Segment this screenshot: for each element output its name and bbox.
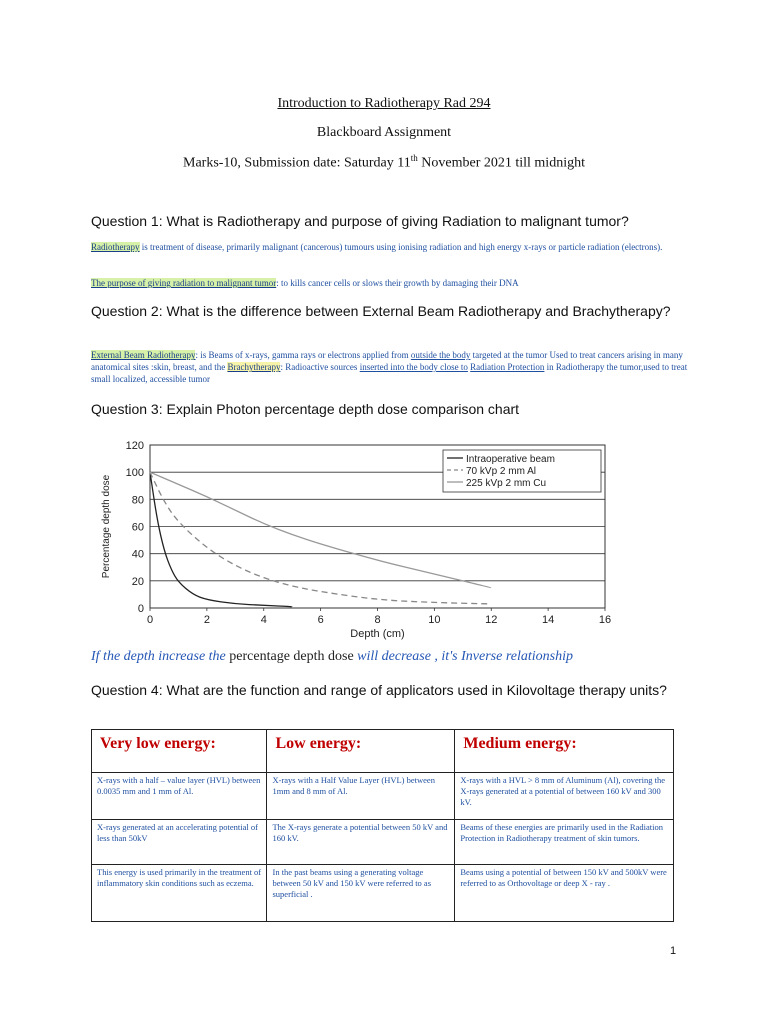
x-tick-label: 16	[598, 614, 612, 626]
table-header-cell: Low energy:	[267, 730, 455, 773]
answer-1-purpose: The purpose of giving radiation to malignant tumor: to kills cancer cells or slows their growth by damaging their DNA	[91, 278, 519, 288]
y-tick-label: 80	[131, 494, 144, 507]
table-cell: In the past beams using a generating voltage between 50 kV and 150 kV were referred to as superficial .	[267, 865, 455, 922]
document-subtitle: Blackboard Assignment	[316, 125, 452, 140]
y-axis-label: Percentage depth dose	[101, 474, 112, 579]
x-tick-label: 12	[485, 614, 498, 626]
question-4: Question 4: What are the function and range of applicators used in Kilovoltage therapy units?	[91, 682, 667, 698]
x-tick-label: 10	[428, 614, 441, 626]
question-1: Question 1: What is Radiotherapy and purpose of giving Radiation to malignant tumor?	[91, 213, 629, 229]
table-cell: X-rays with a HVL > 8 mm of Aluminum (Al), covering the X-rays generated at a potential of between 160 kV and 300 kV.	[455, 773, 674, 820]
pdd-comparison-chart	[95, 433, 630, 643]
x-tick-label: 8	[374, 614, 381, 626]
table-cell: X-rays generated at an accelerating potential of less than 50kV	[92, 820, 267, 865]
chart-interpretation: If the depth increase the percentage depth dose will decrease , it's Inverse relationship	[91, 649, 573, 664]
table-row	[92, 773, 674, 820]
legend-label: 225 kVp 2 mm Cu	[466, 478, 547, 489]
y-tick-label: 20	[131, 575, 144, 588]
table-cell: The X-rays generate a potential between 50 kV and 160 kV.	[267, 820, 455, 865]
energy-table	[91, 729, 674, 922]
table-cell: Beams of these energies are primarily used in the Radiation Protection in Radiotherapy treatment of skin tumors.	[455, 820, 674, 865]
legend-label: 70 kVp 2 mm Al	[466, 466, 537, 477]
table-cell: This energy is used primarily in the treatment of inflammatory skin conditions such as eczema.	[92, 865, 267, 922]
marks-line: Marks-10, Submission date: Saturday 11th November 2021 till midnight	[183, 153, 585, 171]
table-cell: X-rays with a Half Value Layer (HVL) between 1mm and 8 mm of Al.	[267, 773, 455, 820]
x-tick-label: 14	[542, 614, 555, 626]
table-header-cell: Very low energy:	[92, 730, 267, 773]
y-tick-label: 120	[125, 440, 144, 452]
x-tick-label: 0	[146, 614, 154, 626]
table-header-cell: Medium energy:	[455, 730, 674, 773]
x-tick-label: 6	[317, 614, 324, 626]
table-header-row	[92, 730, 674, 773]
y-tick-label: 40	[131, 548, 144, 561]
y-tick-label: 100	[125, 467, 144, 480]
y-tick-label: 0	[137, 603, 144, 615]
legend-label: Intraoperative beam	[466, 454, 555, 465]
x-axis-label: Depth (cm)	[350, 628, 405, 640]
page-number: 1	[670, 945, 677, 957]
document-title: Introduction to Radiotherapy Rad 294	[277, 96, 491, 111]
answer-1-definition: Radiotherapy is treatment of disease, primarily malignant (cancerous) tumours using ionising radiation and high energy x-rays or particle radiation (electrons).	[91, 242, 663, 252]
table-cell: Beams using a potential of between 150 kV and 500kV were referred to as Orthovoltage or deep X - ray .	[455, 865, 674, 922]
question-2: Question 2: What is the difference between External Beam Radiotherapy and Brachytherapy?	[91, 303, 671, 319]
x-tick-label: 2	[203, 614, 210, 626]
table-row	[92, 820, 674, 865]
question-3: Question 3: Explain Photon percentage depth dose comparison chart	[91, 401, 520, 417]
table-cell: X-rays with a half – value layer (HVL) between 0.0035 mm and 1 mm of Al.	[92, 773, 267, 820]
y-tick-label: 60	[131, 521, 144, 534]
answer-2: External Beam Radiotherapy: is Beams of x-rays, gamma rays or electrons applied from outside the body targeted at the tumor Used to treat cancers arising in many anatomical sites :skin, breast, and the Brachytherapy: Radioactive sources inserted into the body close to Radiation Protection in Radiotherapy the tumor,used to treat small localized, accessible tumor	[91, 350, 688, 384]
x-tick-label: 4	[260, 614, 267, 626]
table-row	[92, 865, 674, 922]
